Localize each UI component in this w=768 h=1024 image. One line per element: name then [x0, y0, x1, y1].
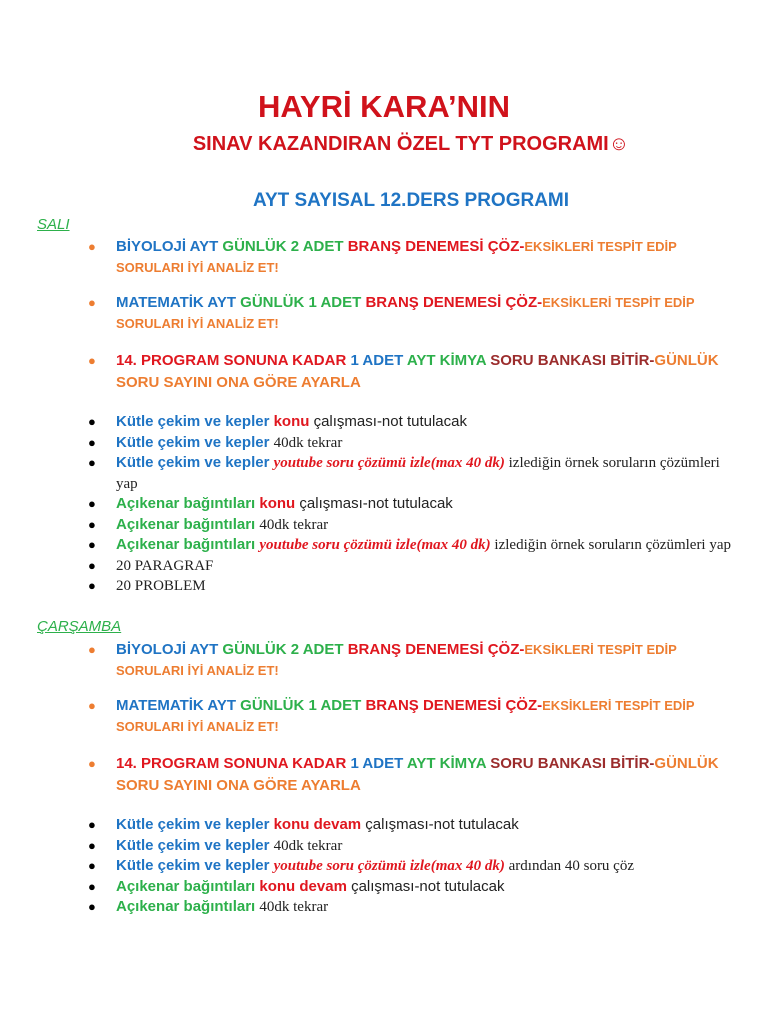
- text-segment: çalışması-not tutulacak: [351, 877, 505, 895]
- bullet-icon: ●: [88, 837, 96, 853]
- text-segment: 14. PROGRAM SONUNA KADAR: [116, 755, 351, 772]
- text-segment: EKSİKLERİ TESPİT EDİP SORULARI İYİ ANALİZ ET!: [116, 295, 695, 331]
- text-segment: EKSİKLERİ TESPİT EDİP SORULARI İYİ ANALİZ ET!: [116, 698, 695, 734]
- text-segment: MATEMATİK AYT: [116, 294, 241, 311]
- task-item: [86, 350, 736, 394]
- study-item: [86, 433, 736, 454]
- text-segment: Açıkenar bağıntıları: [116, 877, 260, 895]
- text-segment: BRANŞ DENEMESİ ÇÖZ-: [365, 697, 543, 714]
- bullet-icon: ●: [88, 455, 96, 470]
- text-segment: 20 PARAGRAF: [116, 557, 214, 574]
- text-segment: 14. PROGRAM SONUNA KADAR: [116, 352, 351, 369]
- text-segment: GÜNLÜK 2 ADET: [222, 238, 348, 255]
- text-segment: çalışması-not tutulacak: [365, 816, 519, 833]
- bullet-icon: ●: [88, 756, 96, 771]
- study-item: [86, 535, 736, 556]
- text-segment: 40dk tekrar: [259, 899, 329, 915]
- task-item: [86, 292, 736, 334]
- text-segment: 1 ADET: [350, 755, 407, 772]
- text-segment: 40dk tekrar: [259, 516, 329, 533]
- text-segment: MATEMATİK AYT: [116, 697, 241, 714]
- bullet-icon: ●: [88, 537, 96, 552]
- text-segment: youtube soru çözümü izle(max 40 dk): [273, 455, 509, 471]
- text-segment: GÜNLÜK 2 ADET: [222, 641, 348, 658]
- text-segment: çalışması-not tutulacak: [313, 413, 467, 430]
- bullet-icon: ●: [88, 295, 96, 310]
- text-segment: GÜNLÜK 1 ADET: [240, 697, 366, 714]
- study-item: [86, 897, 736, 918]
- bullet-icon: ●: [88, 516, 96, 532]
- text-segment: 20 PROBLEM: [116, 578, 206, 594]
- bullet-icon: ●: [88, 878, 96, 894]
- task-list-sali: [86, 236, 736, 394]
- program-heading: AYT SAYISAL 12.DERS PROGRAMI: [252, 190, 570, 211]
- bullet-icon: ●: [88, 858, 96, 873]
- text-segment: GÜNLÜK SORU SAYINI ONA GÖRE AYARLA: [116, 352, 719, 391]
- text-segment: Kütle çekim ve kepler: [116, 433, 274, 451]
- text-segment: Kütle çekim ve kepler: [116, 857, 274, 874]
- text-segment: konu devam: [259, 877, 352, 895]
- text-segment: BİYOLOJİ AYT: [116, 238, 223, 255]
- day-label-carsamba: ÇARŞAMBA: [37, 618, 122, 635]
- bullet-icon: ●: [88, 698, 96, 713]
- task-item: [86, 639, 736, 681]
- text-segment: youtube soru çözümü izle(max 40 dk): [273, 858, 509, 874]
- text-segment: konu: [273, 413, 314, 430]
- bullet-icon: ●: [88, 899, 96, 914]
- text-segment: konu devam: [273, 816, 366, 833]
- study-item: [86, 515, 736, 536]
- text-segment: Açıkenar bağıntıları: [116, 536, 260, 553]
- text-segment: EKSİKLERİ TESPİT EDİP SORULARI İYİ ANALİZ ET!: [116, 642, 677, 678]
- study-item: [86, 576, 736, 597]
- text-segment: EKSİKLERİ TESPİT EDİP SORULARI İYİ ANALİZ ET!: [116, 239, 677, 275]
- study-item: [86, 815, 736, 836]
- bullet-icon: ●: [88, 496, 96, 511]
- text-segment: Açıkenar bağıntıları: [116, 898, 260, 915]
- text-segment: izlediğin örnek soruların çözümleri yap: [494, 537, 732, 553]
- document-subtitle: SINAV KAZANDIRAN ÖZEL TYT PROGRAMI☺: [192, 133, 630, 155]
- text-segment: BİYOLOJİ AYT: [116, 641, 223, 658]
- bullet-icon: ●: [88, 239, 96, 254]
- text-segment: Kütle çekim ve kepler: [116, 454, 274, 471]
- study-item: [86, 877, 736, 898]
- task-item: [86, 753, 736, 797]
- text-segment: GÜNLÜK SORU SAYINI ONA GÖRE AYARLA: [116, 755, 719, 794]
- bullet-icon: ●: [88, 414, 96, 429]
- bullet-icon: ●: [88, 578, 96, 593]
- task-item: [86, 236, 736, 278]
- bullet-icon: ●: [88, 817, 96, 832]
- text-segment: BRANŞ DENEMESİ ÇÖZ-: [347, 238, 525, 255]
- text-segment: AYT KİMYA: [406, 755, 491, 772]
- text-segment: ardından 40 soru çöz: [508, 858, 635, 874]
- study-item: [86, 836, 736, 857]
- task-list-carsamba: [86, 639, 736, 797]
- text-segment: AYT KİMYA: [406, 352, 491, 369]
- study-list-carsamba: [86, 815, 736, 918]
- text-segment: Kütle çekim ve kepler: [116, 816, 274, 833]
- text-segment: Kütle çekim ve kepler: [116, 413, 274, 430]
- text-segment: 1 ADET: [350, 352, 407, 369]
- text-segment: Açıkenar bağıntıları: [116, 515, 260, 533]
- study-item: [86, 453, 736, 494]
- text-segment: GÜNLÜK 1 ADET: [240, 294, 366, 311]
- study-item: [86, 856, 736, 877]
- study-item: [86, 412, 736, 433]
- study-item: [86, 494, 736, 515]
- study-list-sali: [86, 412, 736, 597]
- text-segment: SORU BANKASI BİTİR-: [490, 755, 655, 772]
- text-segment: Açıkenar bağıntıları: [116, 495, 260, 512]
- text-segment: SORU BANKASI BİTİR-: [490, 352, 655, 369]
- text-segment: çalışması-not tutulacak: [299, 495, 453, 512]
- document-title: HAYRİ KARA’NIN: [257, 89, 511, 124]
- text-segment: konu: [259, 495, 300, 512]
- text-segment: 40dk tekrar: [273, 434, 343, 451]
- study-item: [86, 556, 736, 577]
- text-segment: 40dk tekrar: [273, 837, 343, 854]
- task-item: [86, 695, 736, 737]
- text-segment: Kütle çekim ve kepler: [116, 836, 274, 854]
- bullet-icon: ●: [88, 557, 96, 573]
- text-segment: BRANŞ DENEMESİ ÇÖZ-: [365, 294, 543, 311]
- bullet-icon: ●: [88, 434, 96, 450]
- text-segment: BRANŞ DENEMESİ ÇÖZ-: [347, 641, 525, 658]
- text-segment: youtube soru çözümü izle(max 40 dk): [259, 537, 495, 553]
- bullet-icon: ●: [88, 353, 96, 368]
- day-label-sali: SALI: [37, 216, 70, 233]
- text-segment: izlediğin örnek soruların çözümleri yap: [116, 455, 720, 492]
- bullet-icon: ●: [88, 642, 96, 657]
